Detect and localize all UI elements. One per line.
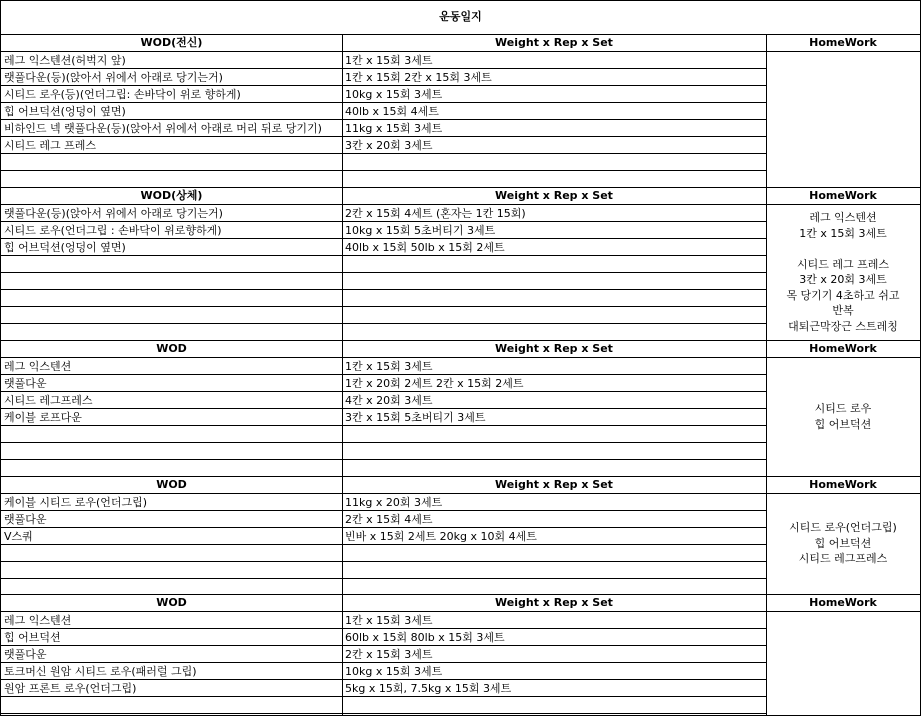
section-3-header-detail: Weight x Rep x Set [495,478,613,491]
detail-cell: 40lb x 15회 4세트 [345,105,439,118]
exercise-cell [4,290,341,307]
exercise-cell: 케이블 시티드 로우(언더그립) [4,496,148,509]
sheet-title: 운동일지 [439,10,482,23]
section-1-col-sep-1 [342,187,343,340]
section-3-col-sep-1 [342,476,343,594]
section-4-col-sep-1 [342,594,343,716]
exercise-cell: 랫풀다운(등)(앉아서 위에서 아래로 당기는거) [4,207,223,220]
section-0-header-exercise: WOD(전신) [140,36,203,49]
homework-line: 시티드 로우 [814,402,872,415]
section-1-header-homework: HomeWork [809,189,877,202]
detail-cell: 1칸 x 15회 2칸 x 15회 3세트 [345,71,492,84]
section-0-col-sep-1 [342,34,343,187]
detail-cell: 2칸 x 15회 4세트 [345,513,433,526]
exercise-cell [4,171,341,188]
section-4-header-exercise: WOD [156,596,187,609]
section-1-header-exercise: WOD(상체) [140,189,203,202]
homework-line: 목 당기기 4초하고 쉬고 [786,288,900,302]
detail-cell [345,697,765,714]
section-1-homework-note [766,210,920,334]
homework-line: 시티드 레그프레스 [798,552,888,566]
detail-cell [345,290,765,307]
homework-line: 시티드 로우(언더그립) [789,521,897,535]
detail-cell [345,545,765,562]
section-3-homework-note [766,520,920,567]
exercise-cell [4,256,341,273]
detail-cell [345,154,765,171]
homework-line: 반복 [832,304,854,317]
homework-line: 1칸 x 15회 3세트 [799,226,887,240]
detail-cell: 5kg x 15회, 7.5kg x 15회 3세트 [345,682,512,695]
section-0-header-detail: Weight x Rep x Set [495,36,613,49]
detail-cell [345,256,765,273]
exercise-cell: V스쿼 [4,530,33,543]
exercise-cell [4,307,341,324]
exercise-cell: 원암 프론트 로우(언더그립) [4,682,137,695]
detail-cell [345,273,765,290]
exercise-cell [4,460,341,477]
homework-line: 시티드 레그 프레스 [796,257,889,271]
exercise-cell: 랫풀다운 [4,648,47,661]
section-2-homework-note [766,401,920,432]
detail-cell [345,460,765,477]
detail-cell: 11kg x 20회 3세트 [345,496,443,509]
detail-cell [345,443,765,460]
homework-line: 힙 어브덕션 [814,417,872,431]
detail-cell [345,171,765,188]
exercise-cell: 힙 어브덕션(엉덩이 옆면) [4,241,126,254]
detail-cell: 1칸 x 15회 3세트 [345,360,433,373]
exercise-cell [4,443,341,460]
detail-cell: 1칸 x 20회 2세트 2칸 x 15회 2세트 [345,377,524,390]
detail-cell: 10kg x 15회 3세트 [345,88,443,101]
detail-cell: 40lb x 15회 50lb x 15회 2세트 [345,241,505,254]
section-2-header-exercise: WOD [156,342,187,355]
homework-line: 레그 익스텐션 [809,211,877,224]
exercise-cell [4,426,341,443]
exercise-cell [4,273,341,290]
detail-cell: 10kg x 15회 5초버티기 3세트 [345,224,496,237]
detail-cell: 1칸 x 15회 3세트 [345,614,433,627]
exercise-cell: 시티드 로우(언더그립 : 손바닥이 위로향하게) [4,224,222,237]
detail-cell: 1칸 x 15회 3세트 [345,54,433,67]
detail-cell: 11kg x 15회 3세트 [345,122,443,135]
detail-cell [345,324,765,341]
exercise-cell: 시티드 레그프레스 [4,394,93,407]
exercise-cell: 힙 어브덕션 [4,631,61,644]
detail-cell: 2칸 x 15회 4세트 (혼자는 1칸 15회) [345,207,526,220]
exercise-cell [4,697,341,714]
exercise-cell: 랫풀다운 [4,377,47,390]
exercise-cell: 시티드 로우(등)(언더그립: 손바닥이 위로 향하게) [4,88,241,101]
detail-cell: 60lb x 15회 80lb x 15회 3세트 [345,631,505,644]
exercise-cell: 레그 익스텐션 [4,360,72,373]
section-4-header-detail: Weight x Rep x Set [495,596,613,609]
section-3-header-exercise: WOD [156,478,187,491]
section-1-header-detail: Weight x Rep x Set [495,189,613,202]
section-0-header-homework: HomeWork [809,36,877,49]
exercise-cell: 힙 어브덕션(엉덩이 옆면) [4,105,126,118]
exercise-cell: 토크머신 원암 시티드 로우(패러럴 그립) [4,665,197,678]
detail-cell: 4칸 x 20회 3세트 [345,394,433,407]
section-0-col-sep-2 [766,34,767,187]
exercise-cell: 케이블 로프다운 [4,411,82,424]
section-4-col-sep-2 [766,594,767,716]
frame-top [0,0,921,1]
exercise-cell: 비하인드 넥 랫풀다운(등)(앉아서 위에서 아래로 머리 뒤로 당기기) [4,122,322,135]
detail-cell: 2칸 x 15회 3세트 [345,648,433,661]
section-4-header-homework: HomeWork [809,596,877,609]
homework-line [766,241,920,257]
detail-cell: 빈바 x 15회 2세트 20kg x 10회 4세트 [345,530,537,543]
exercise-cell: 랫풀다운(등)(앉아서 위에서 아래로 당기는거) [4,71,223,84]
detail-cell [345,562,765,579]
exercise-cell [4,562,341,579]
detail-cell [345,307,765,324]
exercise-cell: 시티드 레그 프레스 [4,139,97,152]
exercise-cell [4,324,341,341]
exercise-cell [4,154,341,171]
section-2-header-detail: Weight x Rep x Set [495,342,613,355]
exercise-cell: 레그 익스텐션 [4,614,72,627]
exercise-cell: 레그 익스텐션(허벅지 앞) [4,54,126,67]
detail-cell: 10kg x 15회 3세트 [345,665,443,678]
exercise-cell: 랫풀다운 [4,513,47,526]
homework-line: 3칸 x 20회 3세트 [799,273,887,286]
exercise-cell [4,545,341,562]
homework-line: 대퇴근막장근 스트레칭 [788,319,898,333]
section-2-header-homework: HomeWork [809,342,877,355]
section-3-header-homework: HomeWork [809,478,877,491]
homework-line: 힙 어브덕션 [814,536,872,550]
detail-cell: 3칸 x 15회 5초버티기 3세트 [345,411,486,424]
detail-cell: 3칸 x 20회 3세트 [345,139,433,152]
detail-cell [345,426,765,443]
